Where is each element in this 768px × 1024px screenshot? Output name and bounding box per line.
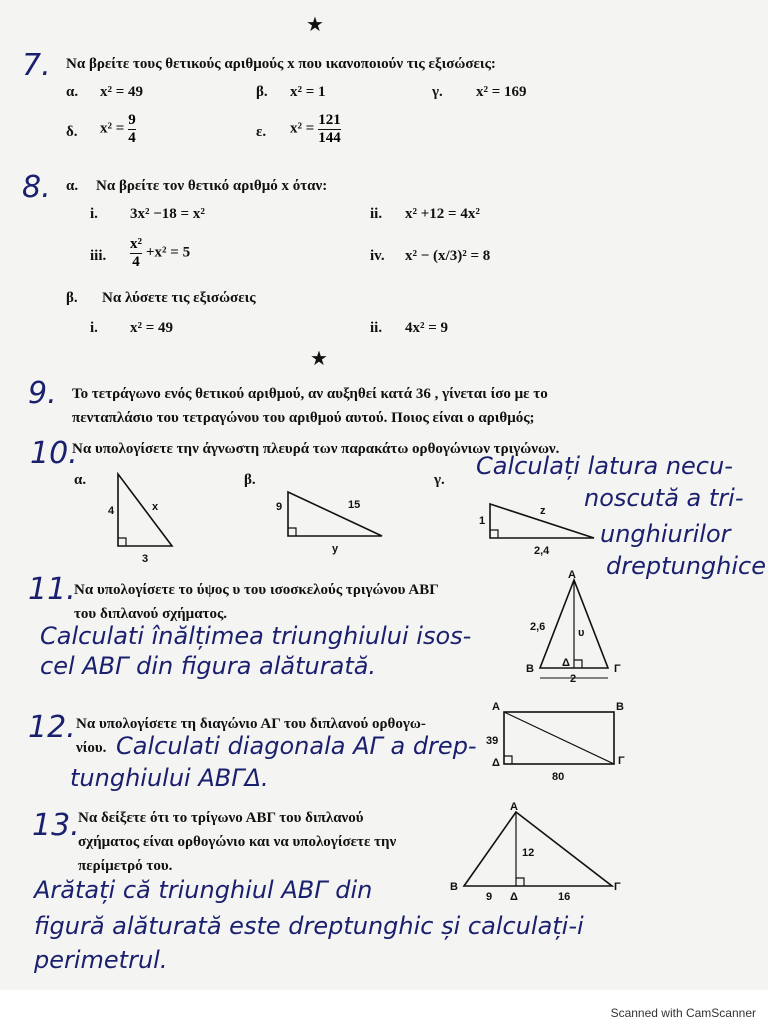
ex12-vertex-b: B bbox=[616, 701, 624, 713]
ex7-d-eq: x² = $\frac{9}{4}$ bbox=[100, 112, 136, 146]
ex11-point-d: Δ bbox=[562, 657, 570, 669]
scanner-watermark-text: Scanned with CamScanner bbox=[610, 1006, 756, 1020]
ex7-c-label: γ. bbox=[432, 84, 443, 100]
ex13-height-label: 12 bbox=[522, 847, 535, 859]
ex12-hw-line1: Calculati diagonala AΓ a drep- bbox=[116, 732, 477, 760]
ex10-a-bottom-label: 3 bbox=[142, 553, 149, 565]
ex12-vertex-a: A bbox=[492, 701, 500, 713]
ex8-b-text: Να λύσετε τις εξισώσεις bbox=[102, 290, 256, 306]
ex10-hw-line1: Calculați latura necu- bbox=[476, 452, 733, 480]
ex7-b-label: β. bbox=[256, 84, 268, 100]
ex10-c-label: γ. bbox=[434, 472, 445, 488]
ex9-line2: πενταπλάσιο του τετραγώνου του αριθμού αυτού. Ποιος είναι ο αριθμός; bbox=[72, 410, 535, 426]
ex13-vertex-g: Γ bbox=[614, 881, 621, 893]
ex12-vertex-g: Γ bbox=[618, 755, 625, 767]
ex13-figure bbox=[444, 798, 624, 906]
ex11-figure bbox=[500, 568, 630, 688]
ex11-side-label: 2,6 bbox=[530, 621, 546, 633]
ex13-hw-line3: perimetrul. bbox=[34, 946, 168, 974]
ex12-line2: νίου. bbox=[76, 740, 107, 756]
ex11-height-label: υ bbox=[578, 627, 585, 639]
ex10-a-left-label: 4 bbox=[108, 505, 115, 517]
ex13-hw-line2: figură alăturată este dreptunghic și calculați-i bbox=[34, 912, 584, 940]
ex9-number: 9. bbox=[28, 376, 57, 411]
ex12-vertex-d: Δ bbox=[492, 757, 500, 769]
ex7-e-label: ε. bbox=[256, 124, 267, 140]
ex8-bii-eq: 4x² = 9 bbox=[405, 320, 449, 336]
ex8-iv-eq: x² − (x/3)² = 8 bbox=[405, 248, 491, 264]
ex7-a-label: α. bbox=[66, 84, 79, 100]
ex8-ii-eq: x² +12 = 4x² bbox=[405, 206, 480, 222]
ex13-right-label: 16 bbox=[558, 891, 571, 903]
ex13-hw-line1: Arătați că triunghiul ABΓ din bbox=[34, 876, 373, 904]
ex10-a-label: α. bbox=[74, 472, 87, 488]
ex12-number: 12. bbox=[28, 710, 76, 745]
ex10-c-bottom-label: 2,4 bbox=[534, 545, 550, 557]
ex12-figure bbox=[480, 700, 630, 786]
ex10-hw-line2: noscută a tri- bbox=[584, 484, 744, 512]
ex12-base-label: 80 bbox=[552, 771, 565, 783]
ex8-iii-fraction: $\frac{\text{x²}}{4}$ bbox=[130, 236, 142, 270]
ex10-hw-line3: unghiurilor bbox=[600, 520, 731, 548]
ex12-hw-line2: tunghiului ABΓΔ. bbox=[70, 764, 269, 792]
ex13-number: 13. bbox=[32, 808, 80, 843]
ex12-side-label: 39 bbox=[486, 735, 499, 747]
ex8-b-label: β. bbox=[66, 290, 78, 306]
ex10-c-hyp-label: z bbox=[540, 505, 546, 517]
ex11-vertex-a: A bbox=[568, 569, 576, 581]
ex8-i-eq: 3x² −18 = x² bbox=[130, 206, 205, 222]
mid-star: ★ bbox=[310, 348, 328, 370]
ex8-iv-label: iv. bbox=[370, 248, 385, 264]
ex13-point-d: Δ bbox=[510, 891, 518, 903]
ex8-iii-eq: $\frac{\text{x²}}{4}$ +x² = 5 bbox=[130, 236, 191, 270]
ex8-i-label: i. bbox=[90, 206, 98, 222]
ex11-base-label: 2 bbox=[570, 673, 577, 685]
ex11-hw-line2: cel ABΓ din figura alăturată. bbox=[40, 652, 377, 680]
top-star: ★ bbox=[306, 14, 324, 36]
ex7-d-fraction: $\frac{9}{4}$ bbox=[128, 112, 136, 146]
ex10-b-bottom-label: y bbox=[332, 543, 339, 555]
ex10-a-hyp-label: x bbox=[152, 501, 159, 513]
ex10-hw-line4: dreptunghice bbox=[606, 552, 767, 580]
ex11-number: 11. bbox=[28, 572, 76, 607]
ex10-b-label: β. bbox=[244, 472, 256, 488]
ex8-bi-label: i. bbox=[90, 320, 98, 336]
ex11-vertex-b: B bbox=[526, 663, 534, 675]
ex13-line1: Να δείξετε ότι το τρίγωνο ΑΒΓ του διπλανού bbox=[78, 810, 364, 826]
ex11-vertex-g: Γ bbox=[614, 663, 621, 675]
ex10-text: Να υπολογίσετε την άγνωστη πλευρά των παρακάτω ορθογώνιων τριγώνων. bbox=[72, 441, 560, 457]
ex12-line1: Να υπολογίσετε τη διαγώνιο ΑΓ του διπλανού ορθογω- bbox=[76, 716, 426, 732]
ex13-left-label: 9 bbox=[486, 891, 493, 903]
ex8-bi-eq: x² = 49 bbox=[130, 320, 174, 336]
ex8-number: 8. bbox=[22, 170, 51, 205]
ex13-line3: περίμετρό του. bbox=[78, 858, 173, 874]
ex10-triangle-a bbox=[100, 468, 190, 566]
ex8-bii-label: ii. bbox=[370, 320, 383, 336]
ex8-a-text: Να βρείτε τον θετικό αριθμό x όταν: bbox=[96, 178, 328, 194]
ex13-vertex-a: A bbox=[510, 801, 518, 813]
ex8-iii-label: iii. bbox=[90, 248, 107, 264]
ex7-e-eq: x² = $\frac{121}{144}$ bbox=[290, 112, 341, 146]
ex7-d-label: δ. bbox=[66, 124, 78, 140]
ex7-text: Να βρείτε τους θετικούς αριθμούς x που ικανοποιούν τις εξισώσεις: bbox=[66, 56, 496, 72]
ex13-line2: σχήματος είναι ορθογώνιο και να υπολογίσετε την bbox=[78, 834, 397, 850]
ex10-triangle-b bbox=[272, 488, 392, 558]
ex7-e-fraction: $\frac{121}{144}$ bbox=[318, 112, 341, 146]
ex7-number: 7. bbox=[22, 48, 51, 83]
ex8-a-label: α. bbox=[66, 178, 79, 194]
ex11-hw-line1: Calculati înălțimea triunghiului isos- bbox=[40, 622, 472, 650]
ex10-b-hyp-label: 15 bbox=[348, 499, 361, 511]
ex7-c-eq: x² = 169 bbox=[476, 84, 527, 100]
ex8-ii-label: ii. bbox=[370, 206, 383, 222]
ex11-line2: του διπλανού σχήματος. bbox=[74, 606, 228, 622]
ex9-line1: Το τετράγωνο ενός θετικού αριθμού, αν αυξηθεί κατά 36 , γίνεται ίσο με το bbox=[72, 386, 548, 402]
ex10-b-left-label: 9 bbox=[276, 501, 283, 513]
ex7-b-eq: x² = 1 bbox=[290, 84, 326, 100]
scanner-footer bbox=[0, 990, 768, 1024]
ex10-c-left-label: 1 bbox=[479, 515, 486, 527]
ex13-vertex-b: B bbox=[450, 881, 458, 893]
ex11-line1: Να υπολογίσετε το ύψος υ του ισοσκελούς τριγώνου ΑΒΓ bbox=[74, 582, 439, 598]
ex7-a-eq: x² = 49 bbox=[100, 84, 144, 100]
ex10-number: 10. bbox=[30, 436, 78, 471]
